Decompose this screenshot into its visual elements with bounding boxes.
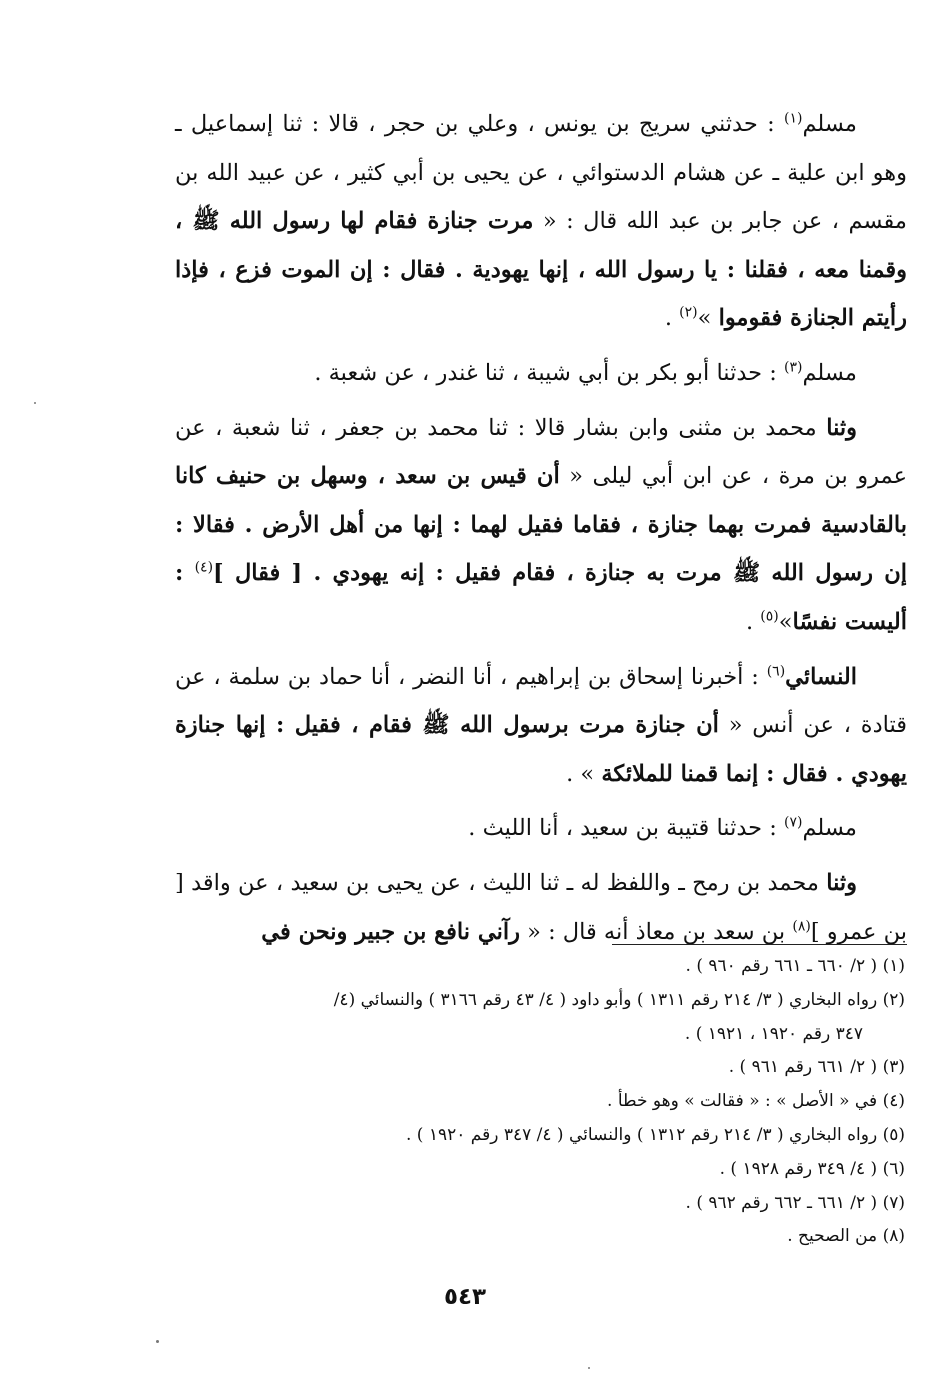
text-segment: وثنا [826,414,857,441]
paragraph [175,859,907,956]
text-segment: . [745,608,761,635]
text-segment: : حدثنا أبو بكر بن أبي شيبة ، ثنا غندر ، عن شعبة . [314,359,784,386]
footnote-text: (٦) ( ٤/ ٣٤٩ رقم ١٩٢٨ ) . [719,1158,905,1179]
footnote-ref: (٧) [783,814,803,831]
footnote-text: (٧) ( ٢/ ٦٦١ ـ ٦٦٢ رقم ٩٦٢ ) . [685,1192,905,1213]
text-segment: محمد بن رمح ـ واللفظ له ـ ثنا الليث ، عن يحيى بن سعيد ، عن واقد [ بن عمرو ] [175,869,907,945]
text-segment: وثنا [826,869,857,896]
footnote [175,1153,905,1187]
footnote-ref: (٥) [760,608,779,625]
text-segment: مسلم [802,359,857,386]
footnote-continuation: ٣٤٧ رقم ١٩٢٠ ، ١٩٢١ ) . [684,1023,863,1044]
footnote [175,1119,905,1153]
footnote [175,1085,905,1119]
footnote [175,1220,905,1254]
main-text [175,100,907,956]
scan-speck [34,402,36,404]
footnote-text: (٢) رواه البخاري ( ٣/ ٢١٤ رقم ١٣١١ ) وأبو داود ( ٤/ ٤٣ رقم ٣١٦٦ ) والنسائي (٤/ [333,989,905,1010]
text-segment: : أليست نفسًا [175,560,907,635]
footnote-ref: (٢) [679,304,698,321]
footnote-text: (٤) في « الأصل » : « فقالت » وهو خطأ . [607,1091,905,1112]
footnote-ref: (٣) [783,359,803,376]
footnote-text: (٣) ( ٢/ ٦٦١ رقم ٩٦١ ) . [728,1057,905,1078]
footnote-text: (٨) من الصحيح . [787,1226,905,1247]
page-number: ٥٤٣ [443,1284,487,1310]
scan-speck [156,1340,159,1343]
paragraph [175,404,907,647]
scan-speck [588,1367,590,1369]
paragraph [175,100,907,343]
footnote-ref: (٦) [766,663,786,680]
text-segment: : أخبرنا إسحاق بن إبراهيم ، أنا النضر ، أنا حماد بن سلمة ، عن قتادة ، عن أنس « [175,663,907,739]
text-segment: النسائي [785,663,857,690]
paragraph [175,804,907,853]
text-segment: مرت جنازة فقام لها رسول الله ﷺ ، وقمنا معه ، فقلنا : يا رسول الله ، إنها يهودية . فقال : إن الموت فزع ، فإذا رأيتم الجنازة فقوموا [175,208,907,332]
text-segment: محمد بن مثنى وابن بشار قالا : ثنا محمد بن جعفر ، ثنا شعبة ، عن عمرو بن مرة ، عن ابن أبي ليلى « [175,414,907,490]
text-segment: : حدثني سريج بن يونس ، وعلي بن حجر ، قالا : ثنا إسماعيل ـ وهو ابن علية ـ عن هشام الدستوائي ، عن يحيى بن أبي كثير ، عن عبيد الله بن مقسم ، عن جابر بن عبد الله قال : « [175,111,907,235]
footnote-text: (٥) رواه البخاري ( ٣/ ٢١٤ رقم ١٣١٢ ) والنسائي ( ٤/ ٣٤٧ رقم ١٩٢٠ ) . [405,1124,905,1145]
footnote [175,1051,905,1085]
footnote-ref: (١) [783,110,803,127]
footnote-text: (١) ( ٢/ ٦٦٠ ـ ٦٦١ رقم ٩٦٠ ) . [685,956,905,976]
text-segment: » . [566,760,602,787]
text-segment: » [697,305,719,332]
text-segment: : حدثنا قتيبة بن سعيد ، أنا الليث . [468,815,784,842]
text-segment: » [778,608,793,635]
text-segment: بن سعد بن معاذ أنه قال : « [520,918,793,945]
text-segment: رآني نافع بن جبير ونحن في [261,918,520,945]
text-segment: مسلم [802,815,857,842]
text-segment: أن جنازة مرت برسول الله ﷺ فقام ، فقيل : إنها جنازة يهودي . فقال : إنما قمنا للملائكة [175,712,907,787]
footnote-separator [612,944,907,945]
footnotes [175,950,905,1254]
footnote-ref: (٤) [194,559,214,576]
footnote [175,984,905,1052]
paragraph [175,653,907,799]
text-segment: . [664,305,680,332]
paragraph [175,349,907,398]
footnote-ref: (٨) [792,918,811,934]
text-segment: مسلم [802,111,857,137]
footnote [175,950,905,984]
text-segment: أن قيس بن سعد ، وسهل بن حنيف كانا بالقادسية فمرت بهما جنازة ، فقاما فقيل لهما : إنها من أهل الأرض . فقالا : إن رسول الله ﷺ مرت به جنازة ، فقام فقيل : إنه يهودي . [ فقال ] [175,463,908,587]
footnote [175,1187,905,1221]
